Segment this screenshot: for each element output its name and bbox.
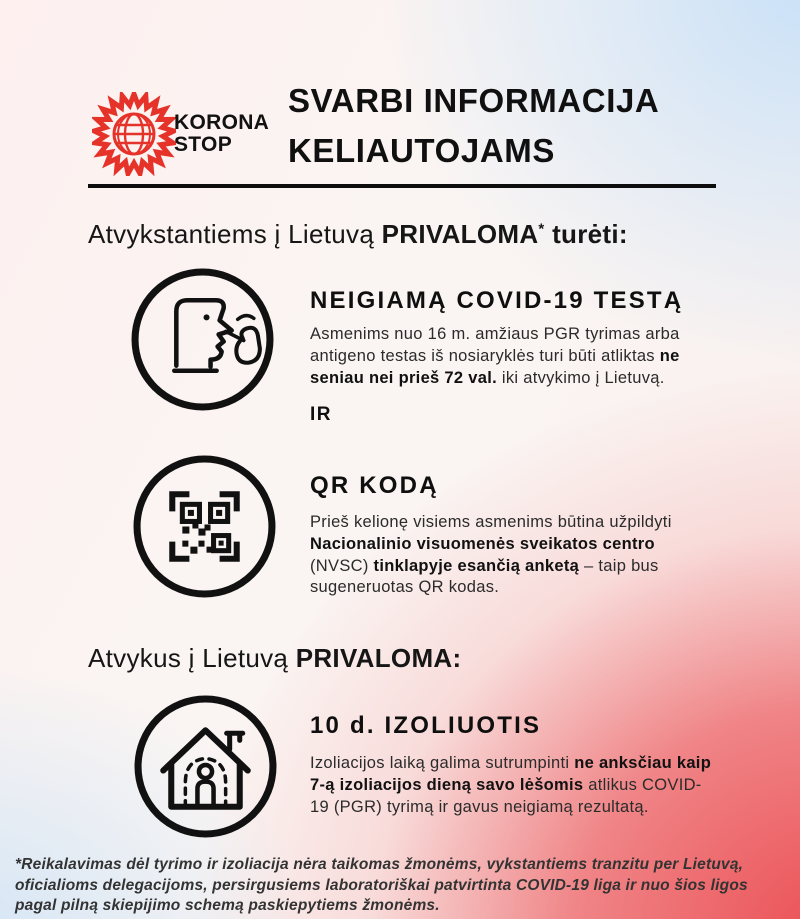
isolation-body-bold: ne anksčiau kaip 7-ą izoliacijos dieną savo lėšomis: [310, 754, 712, 794]
isolation-body-regular2: atlikus COVID-19 (PGR) tyrimą ir gavus neigiamą rezultatą.: [310, 775, 702, 816]
qr-heading: QR KODĄ: [310, 472, 439, 499]
home-isolation-icon: [133, 694, 278, 839]
header-divider: [88, 184, 716, 188]
logo-word-korona: KORONA: [174, 111, 270, 134]
intro2-bold: PRIVALOMA:: [295, 643, 462, 673]
page-title: [288, 76, 659, 175]
section-arrival-requirements-heading: [88, 219, 628, 250]
intro1-regular: Atvykstantiems į Lietuvą: [88, 219, 382, 249]
qr-body-regular2: (NVSC): [310, 556, 374, 575]
page-title-line1: SVARBI INFORMACIJA: [288, 82, 660, 119]
footnote-disclaimer: *Reikalavimas dėl tyrimo ir izoliacija nėra taikomas žmonėms, vykstantiems tranzitu per Lietuvą, oficialioms delegacijoms, persirgusiems laboratoriškai patvirtinta COVID-19 liga ir nuo šios ligos pagal pilną skiepijimo schemą paskiepytiems žmonėms.: [15, 856, 748, 915]
section-after-arrival-heading: [88, 643, 461, 674]
test-heading: NEIGIAMĄ COVID-19 TESTĄ: [310, 287, 684, 314]
intro2-regular: Atvykus į Lietuvą: [88, 643, 296, 673]
qr-body-regular3: – taip bus sugeneruotas QR kodas.: [310, 556, 659, 597]
korona-stop-logo-icon: [92, 92, 176, 176]
isolation-body-regular1: Izoliacijos laiką galima sutrumpinti: [310, 754, 575, 772]
isolation-heading: 10 d. IZOLIUOTIS: [310, 712, 542, 739]
intro1-bold: PRIVALOMA: [381, 219, 539, 249]
logo-wordmark: [174, 112, 269, 157]
page-title-line2: KELIAUTOJAMS: [288, 131, 555, 169]
intro1-asterisk: *: [538, 220, 545, 238]
isolation-description: [310, 753, 718, 818]
qr-body-bold2: tinklapyje esančią anketą: [373, 556, 580, 575]
logo-word-stop: STOP: [174, 133, 232, 157]
qr-body-regular1: Prieš kelionę visiems asmenims būtina užpildyti: [310, 513, 672, 531]
test-description: [310, 324, 718, 389]
test-body-regular1: Asmenims nuo 16 m. amžiaus PGR tyrimas arba antigeno testas iš nosiaryklės turi būti atliktas: [310, 325, 680, 365]
qr-description: [310, 512, 718, 599]
qr-code-icon: [132, 454, 277, 599]
qr-body-bold1: Nacionalinio visuomenės sveikatos centro: [310, 534, 655, 553]
nasal-swab-icon: [130, 267, 275, 412]
test-body-bold: ne seniau nei prieš 72 val.: [310, 346, 680, 387]
and-connector: IR: [310, 404, 332, 425]
test-body-regular2: iki atvykimo į Lietuvą.: [496, 368, 665, 387]
intro1-bold-tail: turėti:: [544, 219, 628, 249]
